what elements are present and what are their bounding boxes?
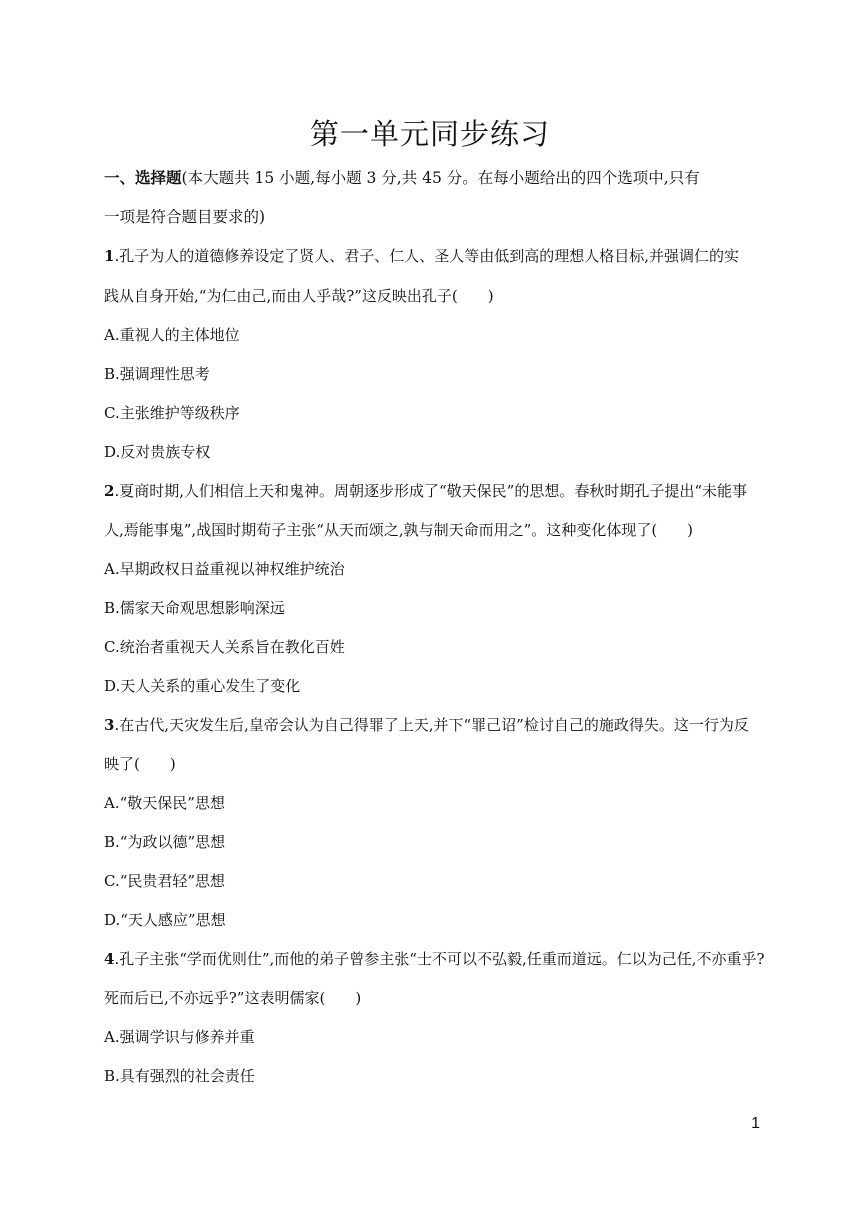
question-text: .孔子为人的道德修养设定了贤人、君子、仁人、圣人等由低到高的理想人格目标,并强调仁的实	[114, 247, 739, 265]
question-2-option-c: C.统治者重视天人关系旨在教化百姓	[104, 638, 345, 656]
question-number: 2	[104, 482, 115, 500]
question-4-stem-line1	[104, 948, 784, 969]
question-2-stem-line2: 人,焉能事鬼”,战国时期荀子主张“从天而颂之,孰与制天命而用之”。这种变化体现了( )	[104, 521, 694, 539]
page-number: 1	[751, 1115, 760, 1132]
question-3-option-c: C.“民贵君轻”思想	[104, 872, 226, 890]
question-3-option-a: A.“敬天保民”思想	[104, 794, 225, 812]
question-1-option-c: C.主张维护等级秩序	[104, 404, 240, 422]
section-header	[104, 158, 784, 237]
question-1-stem-line2: 践从自身开始,“为仁由己,而由人乎哉?”这反映出孔子( )	[104, 287, 494, 305]
question-2-stem-line1	[104, 480, 784, 501]
question-number: 3	[104, 716, 115, 734]
question-4-option-b: B.具有强烈的社会责任	[104, 1067, 255, 1085]
question-1-option-d: D.反对贵族专权	[104, 443, 211, 461]
question-3-option-b: B.“为政以德”思想	[104, 833, 226, 851]
question-2-option-d: D.天人关系的重心发生了变化	[104, 677, 301, 695]
question-1-option-b: B.强调理性思考	[104, 365, 210, 383]
section-description-1: (本大题共 15 小题,每小题 3 分,共 45 分。在每小题给出的四个选项中,只有	[181, 169, 700, 187]
question-number: 1	[104, 247, 115, 265]
page-title: 第一单元同步练习	[309, 117, 550, 151]
question-2-option-a: A.早期政权日益重视以神权维护统治	[104, 560, 345, 578]
section-description-2: 一项是符合题目要求的)	[104, 208, 266, 226]
section-label: 一、选择题	[104, 168, 182, 187]
question-number: 4	[104, 950, 115, 968]
question-4-option-a: A.强调学识与修养并重	[104, 1028, 255, 1046]
question-text: .在古代,天灾发生后,皇帝会认为自己得罪了上天,并下“罪己诏”检讨自己的施政得失。这一行为反	[114, 716, 749, 734]
question-3-option-d: D.“天人感应”思想	[104, 911, 226, 929]
question-1-stem-line1	[104, 245, 784, 266]
question-2-option-b: B.儒家天命观思想影响深远	[104, 599, 285, 617]
question-1-option-a: A.重视人的主体地位	[104, 326, 240, 344]
question-4-stem-line2: 死而后已,不亦远乎?”这表明儒家( )	[104, 989, 362, 1007]
question-text: .夏商时期,人们相信上天和鬼神。周朝逐步形成了“敬天保民”的思想。春秋时期孔子提出“未能事	[114, 482, 747, 500]
question-text: .孔子主张“学而优则仕”,而他的弟子曾参主张“士不可以不弘毅,任重而道远。仁以为己任,不亦重乎?	[114, 950, 765, 968]
question-3-stem-line1	[104, 714, 784, 735]
question-3-stem-line2: 映了( )	[104, 755, 176, 773]
section-header-line1	[104, 158, 784, 198]
